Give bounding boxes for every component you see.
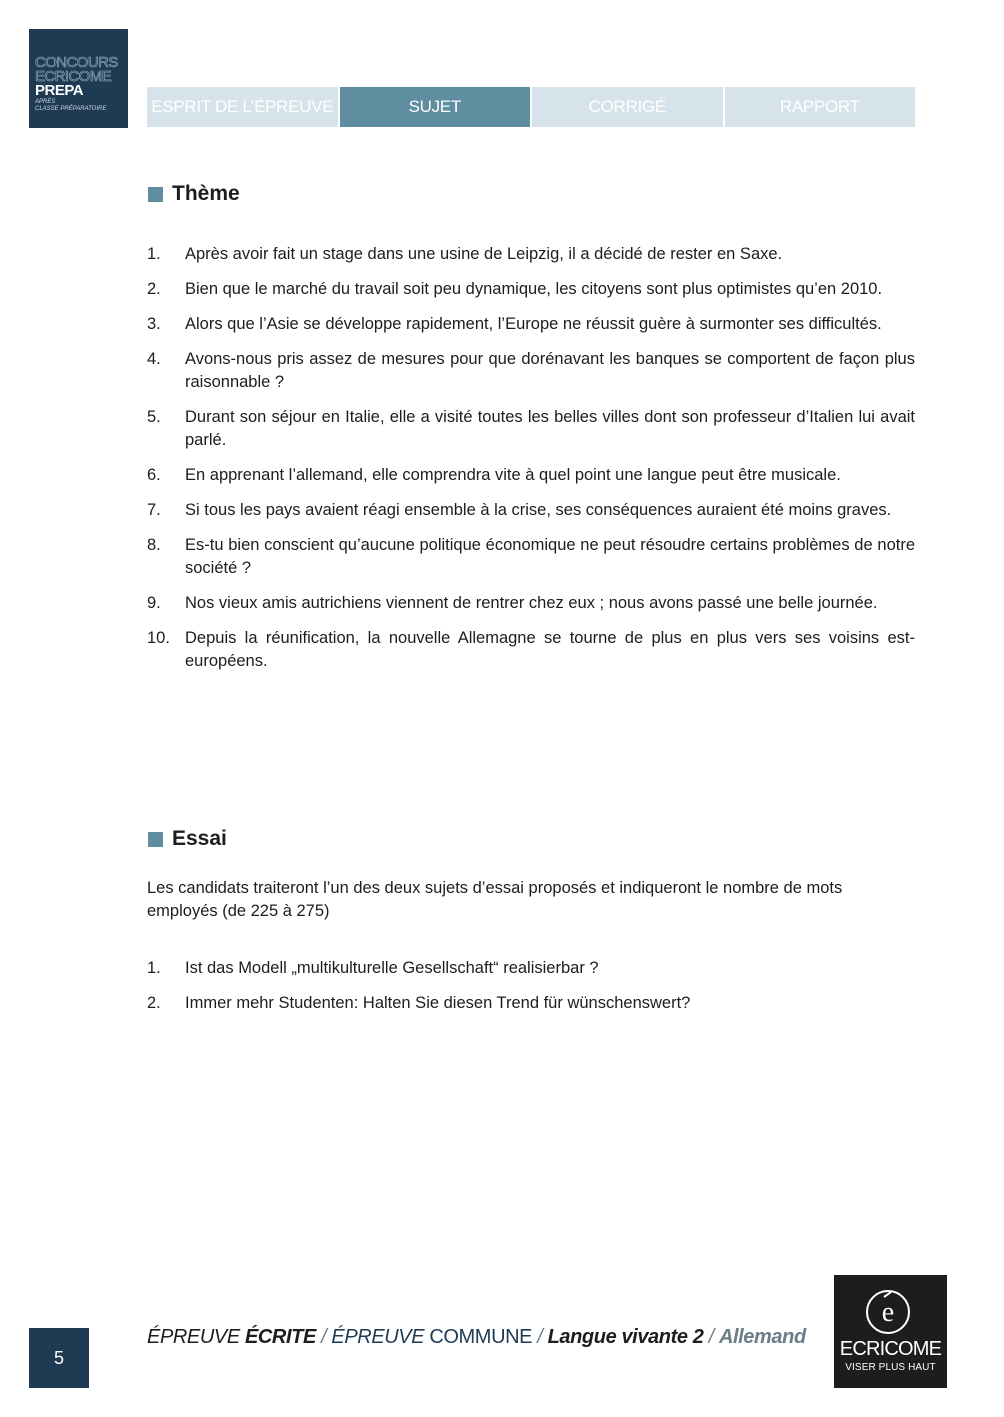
logo-line-prepa: PREPA: [35, 82, 84, 99]
page-number: 5: [29, 1328, 89, 1388]
footer-caption: [147, 1326, 806, 1349]
list-item: [147, 957, 915, 980]
item-text: Bien que le marché du travail soit peu dynamique, les citoyens sont plus optimistes qu’en 2010.: [185, 280, 883, 298]
list-item: [147, 992, 915, 1015]
item-number: 3.: [147, 315, 161, 333]
footer-part: Langue vivante 2: [547, 1326, 704, 1348]
essai-intro: Les candidats traiteront l’un des deux sujets d’essai proposés et indiqueront le nombre de mots employés (de 225 à 275): [147, 879, 843, 920]
footer-separator: /: [703, 1326, 719, 1348]
item-number: 10.: [147, 629, 170, 647]
item-number: 6.: [147, 466, 161, 484]
brand-name: ECRICOME: [839, 1338, 942, 1360]
item-number: 5.: [147, 408, 161, 426]
item-text: En apprenant l’allemand, elle comprendra vite à quel point une langue peut être musicale.: [185, 466, 841, 484]
item-number: 4.: [147, 350, 161, 368]
item-text: Alors que l’Asie se développe rapidement, l’Europe ne réussit guère à surmonter ses difficultés.: [185, 315, 882, 333]
list-item: [147, 243, 915, 266]
theme-heading: [148, 182, 240, 206]
list-item: [147, 406, 915, 452]
footer-separator: /: [532, 1326, 548, 1348]
list-item: [147, 499, 915, 522]
ecricome-logo: [834, 1275, 947, 1388]
footer-separator: /: [315, 1326, 332, 1348]
essai-heading: [148, 827, 227, 851]
item-text: Es-tu bien conscient qu’aucune politique économique ne peut résoudre certains problèmes de notre société ?: [185, 536, 915, 577]
list-item: [147, 627, 915, 673]
essai-title: Essai: [172, 827, 227, 850]
theme-list: [147, 243, 915, 685]
footer-part: Allemand: [718, 1326, 806, 1348]
list-item: [147, 592, 915, 615]
item-text: Après avoir fait un stage dans une usine de Leipzig, il a décidé de rester en Saxe.: [185, 245, 783, 263]
list-item: [147, 464, 915, 487]
square-bullet-icon: [148, 832, 163, 847]
item-text: Depuis la réunification, la nouvelle Allemagne se tourne de plus en plus vers ses voisins est-européens.: [185, 629, 915, 670]
brand-tagline: VISER PLUS HAUT: [845, 1362, 936, 1373]
footer-part: ÉCRITE: [244, 1326, 316, 1348]
logo-line-apres: APRÈS: [35, 99, 56, 105]
logo-line-concours: CONCOURS: [35, 54, 118, 71]
item-number: 7.: [147, 501, 161, 519]
item-text: Immer mehr Studenten: Halten Sie diesen Trend für wünschenswert?: [185, 994, 691, 1012]
list-item: [147, 348, 915, 394]
square-bullet-icon: [148, 187, 163, 202]
footer-part: COMMUNE: [429, 1326, 533, 1348]
item-text: Nos vieux amis autrichiens viennent de rentrer chez eux ; nous avons passé une belle journée.: [185, 594, 878, 612]
tab-rapport[interactable]: RAPPORT: [725, 87, 916, 127]
footer-part: ÉPREUVE: [147, 1326, 245, 1348]
ecricome-e-mark-icon: [864, 1287, 916, 1337]
theme-title: Thème: [172, 182, 240, 205]
list-item: [147, 278, 915, 301]
item-text: Avons-nous pris assez de mesures pour que dorénavant les banques se comportent de façon plus raisonnable ?: [185, 350, 915, 391]
item-text: Durant son séjour en Italie, elle a visité toutes les belles villes dont son professeur d’Italien lui avait parlé.: [185, 408, 915, 449]
tab-esprit[interactable]: ESPRIT DE L’ÉPREUVE: [147, 87, 338, 127]
section-tabs: [147, 87, 915, 127]
item-text: Ist das Modell „multikulturelle Gesellschaft“ realisierbar ?: [185, 959, 599, 977]
item-number: 8.: [147, 536, 161, 554]
item-number: 1.: [147, 959, 161, 977]
tab-sujet[interactable]: SUJET: [340, 87, 531, 127]
item-number: 2.: [147, 280, 161, 298]
list-item: [147, 313, 915, 336]
svg-text:e: e: [881, 1297, 895, 1328]
list-item: [147, 534, 915, 580]
essai-list: [147, 957, 915, 1027]
logo-line-classe: CLASSE PRÉPARATOIRE: [35, 106, 107, 112]
tab-corrige[interactable]: CORRIGÉ: [532, 87, 723, 127]
logo-line-ecricome: ECRICOME: [35, 68, 112, 85]
footer-part: ÉPREUVE: [331, 1326, 430, 1348]
item-text: Si tous les pays avaient réagi ensemble à la crise, ses conséquences auraient été moins graves.: [185, 501, 892, 519]
item-number: 9.: [147, 594, 161, 612]
item-number: 1.: [147, 245, 161, 263]
concours-logo: [29, 29, 128, 128]
item-number: 2.: [147, 994, 161, 1012]
